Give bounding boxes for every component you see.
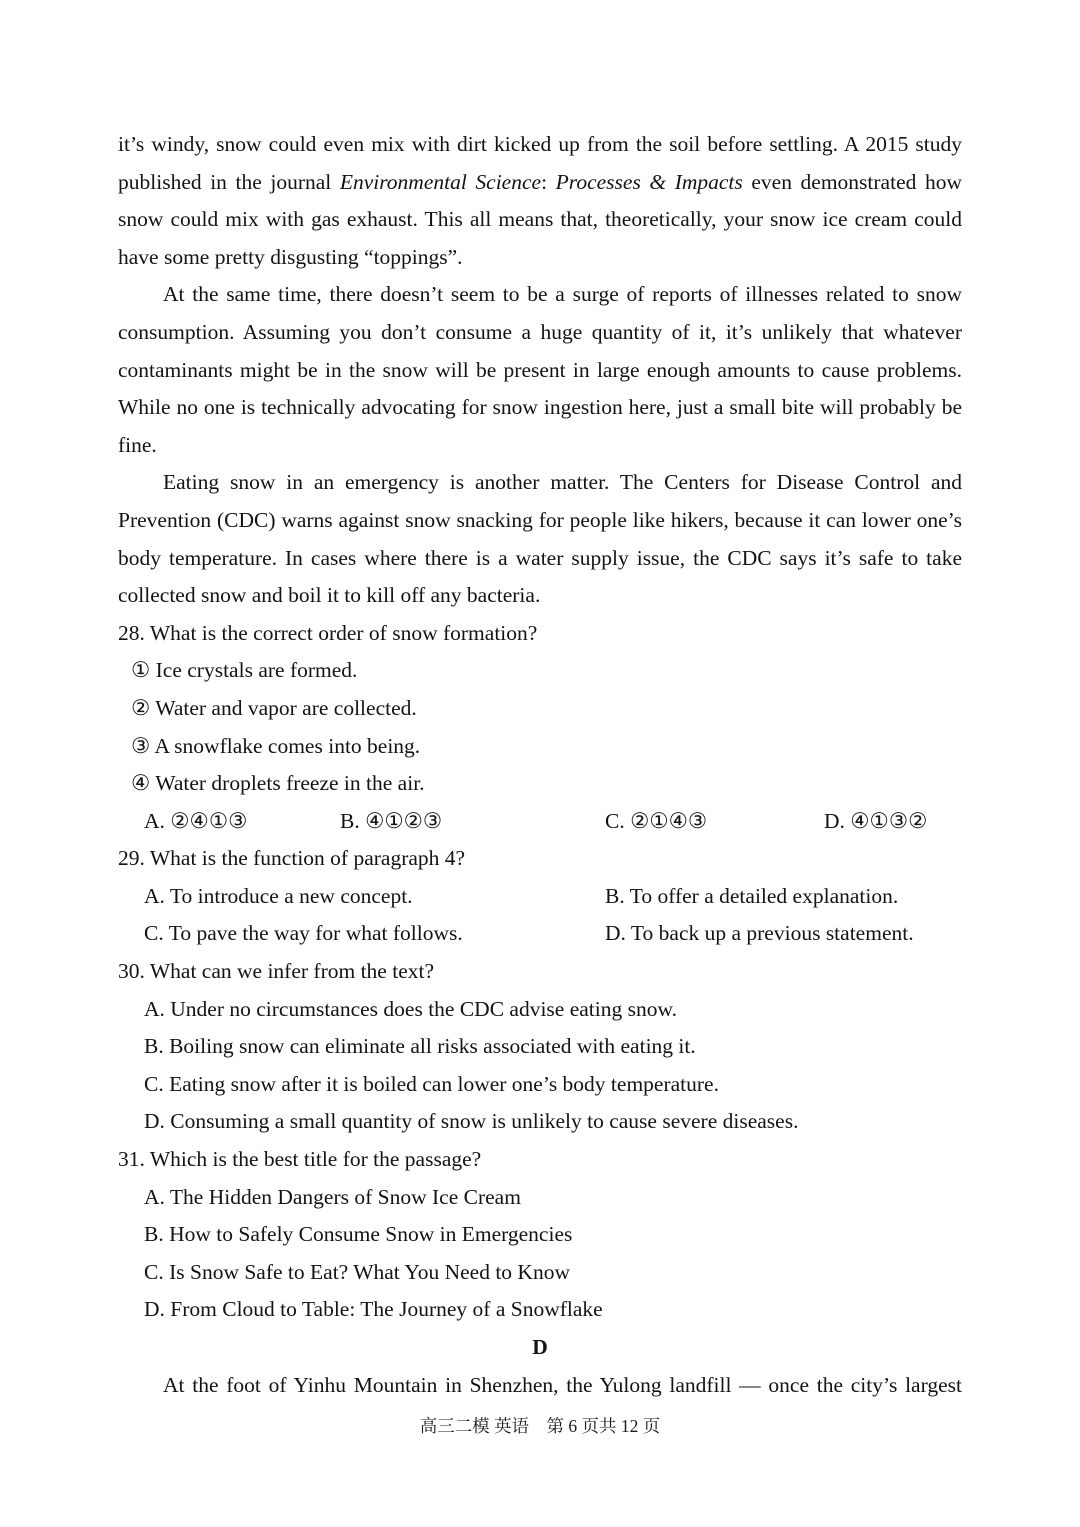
question-28-option-d: D. ④①③② xyxy=(824,808,928,833)
question-28-item-2: ② Water and vapor are collected. xyxy=(131,695,417,720)
question-30-stem: 30. What can we infer from the text? xyxy=(118,959,435,984)
question-28-item-4: ④ Water droplets freeze in the air. xyxy=(131,771,425,796)
question-31 xyxy=(118,1141,962,1329)
question-29-stem: 29. What is the function of paragraph 4? xyxy=(118,846,466,871)
question-28-item-3: ③ A snowflake comes into being. xyxy=(131,733,421,758)
question-31-option-d: D. From Cloud to Table: The Journey of a Snowflake xyxy=(144,1297,603,1322)
passage-paragraph-2: At the same time, there doesn’t seem to be a surge of reports of illnesses related to snow consumption. Assuming you don’t consume a huge quantity of it, it’s unlikely that whatever contaminants might be in the snow will be present in large enough amounts to cause problems. While no one is technically advocating for snow ingestion here, just a small bite will probably be fine. xyxy=(118,282,962,457)
question-28-option-a: A. ②④①③ xyxy=(144,808,248,833)
section-d-label: D xyxy=(532,1335,548,1359)
question-29-option-d: D. To back up a previous statement. xyxy=(605,921,914,946)
question-30-option-c: C. Eating snow after it is boiled can lower one’s body temperature. xyxy=(144,1071,719,1096)
question-28-option-c: C. ②①④③ xyxy=(605,808,708,833)
question-29-option-b: B. To offer a detailed explanation. xyxy=(605,883,899,908)
question-29-options-row-1 xyxy=(118,878,962,916)
passage-paragraph-1 xyxy=(118,126,962,276)
question-31-option-b: B. How to Safely Consume Snow in Emergencies xyxy=(144,1222,573,1247)
question-28-option-b: B. ④①②③ xyxy=(340,808,443,833)
question-28-item-1: ① Ice crystals are formed. xyxy=(131,658,358,683)
journal-title-part2: Processes & Impacts xyxy=(555,169,743,194)
question-29-option-c: C. To pave the way for what follows. xyxy=(144,921,463,946)
question-31-option-c: C. Is Snow Safe to Eat? What You Need to Know xyxy=(144,1259,570,1284)
question-28 xyxy=(118,615,962,841)
passage-p1-text: it’s windy, snow could even mix with dirt kicked up from the soil before settling. A 2015 study published in the journal xyxy=(118,132,962,194)
section-d-intro-paragraph: At the foot of Yinhu Mountain in Shenzhen, the Yulong landfill — once the city’s largest xyxy=(163,1372,962,1397)
question-31-option-a: A. The Hidden Dangers of Snow Ice Cream xyxy=(144,1184,521,1209)
page-footer: 高三二模 英语 第 6 页共 12 页 xyxy=(419,1416,661,1437)
question-30 xyxy=(118,953,962,1141)
question-28-stem: 28. What is the correct order of snow formation? xyxy=(118,620,538,645)
question-29-option-a: A. To introduce a new concept. xyxy=(144,883,413,908)
journal-title-part1: Environmental Science xyxy=(339,169,542,194)
passage-p1-rest: even demonstrated how snow could mix with gas exhaust. This all means that, theoretically, your snow ice cream could have some pretty disgusting “toppings”. xyxy=(118,169,962,269)
question-31-stem: 31. Which is the best title for the passage? xyxy=(118,1147,482,1172)
question-29-options-row-2 xyxy=(118,915,962,953)
question-30-option-a: A. Under no circumstances does the CDC advise eating snow. xyxy=(144,996,677,1021)
passage-paragraph-3: Eating snow in an emergency is another matter. The Centers for Disease Control and Prevention (CDC) warns against snow snacking for people like hikers, because it can lower one’s body temperature. In cases where there is a water supply issue, the CDC says it’s safe to take collected snow and boil it to kill off any bacteria. xyxy=(118,470,962,608)
question-28-options xyxy=(118,803,962,841)
passage-p1-colon: : xyxy=(541,169,556,194)
question-30-option-d: D. Consuming a small quantity of snow is unlikely to cause severe diseases. xyxy=(144,1109,799,1134)
question-29 xyxy=(118,840,962,953)
question-30-option-b: B. Boiling snow can eliminate all risks associated with eating it. xyxy=(144,1034,696,1059)
